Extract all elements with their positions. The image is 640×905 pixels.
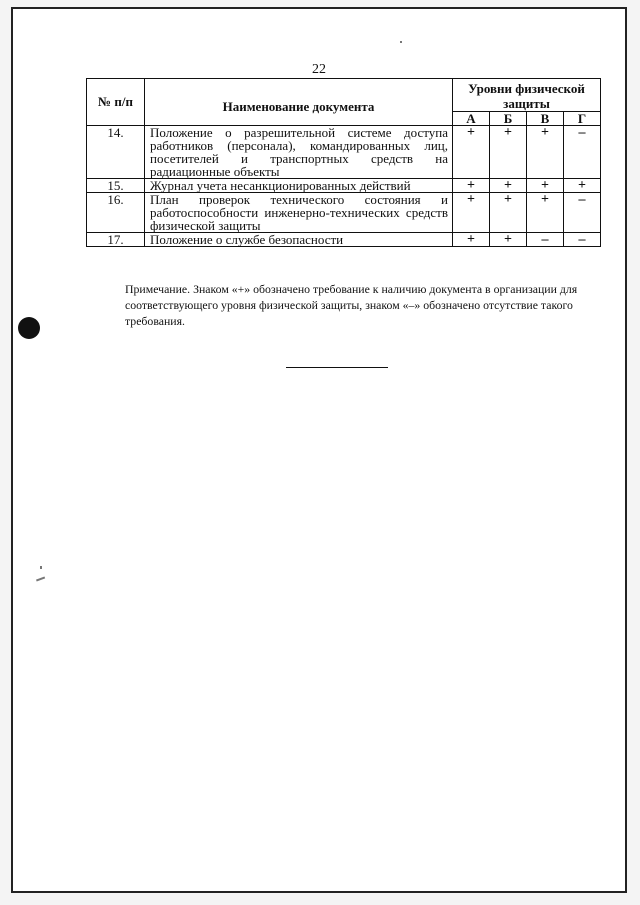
row-document-name <box>145 126 453 179</box>
header-number: № п/п <box>87 79 145 126</box>
table-row <box>87 193 601 233</box>
mark-level-v: – <box>527 233 564 247</box>
header-level-a: А <box>453 112 490 126</box>
mark-level-a: + <box>453 193 490 233</box>
mark-level-g: – <box>564 126 601 179</box>
table-note: Примечание. Знаком «+» обозначено требование к наличию документа в организации для соответствующего уровня физической защиты, знаком «–» обозначено отсутствие такого требования. <box>125 282 578 328</box>
mark-level-a: + <box>453 126 490 179</box>
mark-level-a: + <box>453 179 490 193</box>
table-row <box>87 126 601 179</box>
mark-level-b: + <box>490 126 527 179</box>
name-line: Журнал учета несанкционированных действий <box>150 178 411 193</box>
mark-level-v: + <box>527 126 564 179</box>
table-row <box>87 179 601 193</box>
row-number: 14. <box>87 126 145 179</box>
name-line: Положение о разрешительной системе доступа <box>150 125 448 140</box>
scan-speck <box>40 566 42 569</box>
mark-level-b: + <box>490 193 527 233</box>
document-page <box>11 7 627 893</box>
mark-level-g: – <box>564 193 601 233</box>
header-protection-levels: Уровни физической защиты <box>453 79 601 112</box>
header-level-v: В <box>527 112 564 126</box>
row-document-name <box>145 193 453 233</box>
row-number: 16. <box>87 193 145 233</box>
row-document-name <box>145 233 453 247</box>
mark-level-a: + <box>453 233 490 247</box>
name-line: План проверок технического состояния и <box>150 192 448 207</box>
mark-level-b: + <box>490 233 527 247</box>
name-line: радиационные объекты <box>150 164 280 179</box>
name-line: работников (персонала), командированных лиц, <box>150 138 448 153</box>
mark-level-v: + <box>527 179 564 193</box>
mark-level-g: + <box>564 179 601 193</box>
row-document-name <box>145 179 453 193</box>
header-level-g: Г <box>564 112 601 126</box>
name-line: посетителей и транспортных средств на <box>150 151 448 166</box>
name-line: физической защиты <box>150 218 261 233</box>
name-line: Положение о службе безопасности <box>150 232 344 247</box>
header-level-b: Б <box>490 112 527 126</box>
punch-hole-mark <box>18 317 40 339</box>
mark-level-b: + <box>490 179 527 193</box>
table-row <box>87 233 601 247</box>
header-document-name: Наименование документа <box>145 79 453 126</box>
row-number: 17. <box>87 233 145 247</box>
name-line: работоспособности инженерно-технических средств <box>150 205 448 220</box>
table-header-row <box>87 79 601 112</box>
end-divider-line <box>286 367 388 368</box>
page-number: 22 <box>312 62 326 77</box>
mark-level-g: – <box>564 233 601 247</box>
documents-table <box>86 78 601 247</box>
row-number: 15. <box>87 179 145 193</box>
scan-speck <box>400 41 402 43</box>
mark-level-v: + <box>527 193 564 233</box>
